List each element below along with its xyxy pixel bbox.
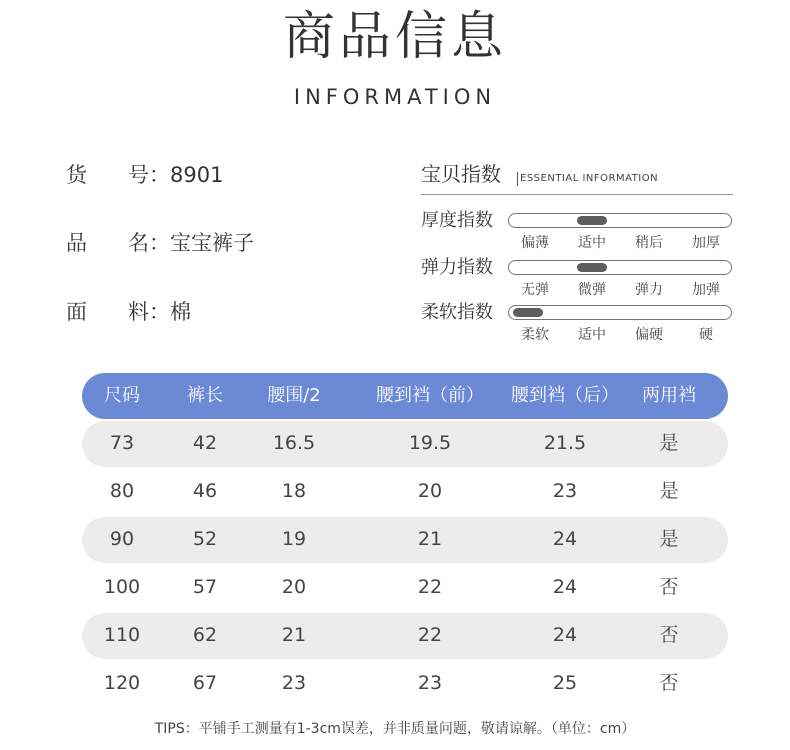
index-level-1-1: 微弹 <box>578 282 606 298</box>
product-number-key-1: 货 <box>66 163 87 187</box>
index-level-2-2: 偏硬 <box>635 327 663 343</box>
table-cell: 24 <box>552 576 578 598</box>
index-level-2-0: 柔软 <box>521 327 549 343</box>
table-cell: 否 <box>659 576 679 598</box>
index-level-2-1: 适中 <box>578 327 606 343</box>
table-cell: 22 <box>417 624 443 646</box>
index-knob-0 <box>577 216 607 225</box>
table-cell: 62 <box>192 624 218 646</box>
table-cell: 24 <box>552 624 578 646</box>
page-subtitle: INFORMATION <box>293 85 497 109</box>
table-cell: 21 <box>281 624 307 646</box>
index-level-1-0: 无弹 <box>521 282 549 298</box>
table-cell: 23 <box>281 672 307 694</box>
index-level-0-2: 稍后 <box>635 235 663 251</box>
index-header <box>421 160 733 195</box>
product-fabric-key-1: 面 <box>66 300 87 324</box>
table-row <box>82 613 728 659</box>
table-cell: 20 <box>417 480 443 502</box>
table-cell: 24 <box>552 528 578 550</box>
index-level-0-1: 适中 <box>578 235 606 251</box>
table-cell: 80 <box>109 480 135 502</box>
table-cell: 否 <box>659 624 679 646</box>
table-cell: 16.5 <box>272 432 316 454</box>
table-cell: 42 <box>192 432 218 454</box>
product-fabric-key-2: 料： <box>128 300 170 324</box>
product-number-value: 8901 <box>170 163 224 187</box>
index-knob-2 <box>513 308 543 317</box>
table-header-cell: 腰到裆（前） <box>376 385 484 406</box>
table-header-cell: 腰围/2 <box>267 385 321 406</box>
page-title: 商品信息 <box>282 7 507 67</box>
table-cell: 46 <box>192 480 218 502</box>
table-cell: 57 <box>192 576 218 598</box>
product-name-key-2: 名： <box>128 231 170 255</box>
table-cell: 是 <box>659 480 679 502</box>
table-cell: 120 <box>103 672 141 694</box>
index-track-2 <box>508 305 732 320</box>
product-fabric-value: 棉 <box>170 300 191 324</box>
index-label-0: 厚度指数 <box>421 210 493 231</box>
product-fabric <box>66 298 191 326</box>
product-name <box>66 229 254 257</box>
product-name-value: 宝宝裤子 <box>170 231 254 255</box>
table-cell: 22 <box>417 576 443 598</box>
table-row <box>82 565 728 611</box>
index-track-1 <box>508 260 732 275</box>
table-cell: 19.5 <box>408 432 452 454</box>
table-cell: 否 <box>659 672 679 694</box>
table-cell: 52 <box>192 528 218 550</box>
table-row <box>82 517 728 563</box>
index-level-0-3: 加厚 <box>692 235 720 251</box>
product-number-key-2: 号： <box>128 163 170 187</box>
table-row <box>82 661 728 707</box>
table-cell: 20 <box>281 576 307 598</box>
table-cell: 23 <box>552 480 578 502</box>
table-row <box>82 469 728 515</box>
table-cell: 是 <box>659 432 679 454</box>
table-header-cell: 腰到裆（后） <box>511 385 619 406</box>
index-level-1-2: 弹力 <box>635 282 663 298</box>
index-label-2: 柔软指数 <box>421 302 493 323</box>
index-level-0-0: 偏薄 <box>521 235 549 251</box>
table-cell: 23 <box>417 672 443 694</box>
index-level-1-3: 加弹 <box>692 282 720 298</box>
table-cell: 73 <box>109 432 135 454</box>
tips-note: TIPS：平铺手工测量有1-3cm误差，并非质量问题，敬请谅解。（单位：cm） <box>154 721 636 737</box>
index-label-1: 弹力指数 <box>421 257 493 278</box>
index-level-2-3: 硬 <box>699 327 713 343</box>
table-cell: 90 <box>109 528 135 550</box>
table-cell: 21 <box>417 528 443 550</box>
index-subtitle: ESSENTIAL INFORMATION <box>517 172 658 186</box>
table-cell: 是 <box>659 528 679 550</box>
size-table-header <box>82 373 728 419</box>
index-track-0 <box>508 213 732 228</box>
product-name-key-1: 品 <box>66 231 87 255</box>
table-row <box>82 421 728 467</box>
index-knob-1 <box>577 263 607 272</box>
product-number <box>66 161 223 189</box>
index-title: 宝贝指数 <box>421 162 501 186</box>
table-cell: 18 <box>281 480 307 502</box>
table-header-cell: 两用裆 <box>642 385 696 406</box>
table-header-cell: 裤长 <box>187 385 223 406</box>
table-cell: 100 <box>103 576 141 598</box>
table-header-cell: 尺码 <box>104 385 140 406</box>
table-cell: 21.5 <box>543 432 587 454</box>
table-cell: 25 <box>552 672 578 694</box>
table-cell: 110 <box>103 624 141 646</box>
table-cell: 67 <box>192 672 218 694</box>
table-cell: 19 <box>281 528 307 550</box>
